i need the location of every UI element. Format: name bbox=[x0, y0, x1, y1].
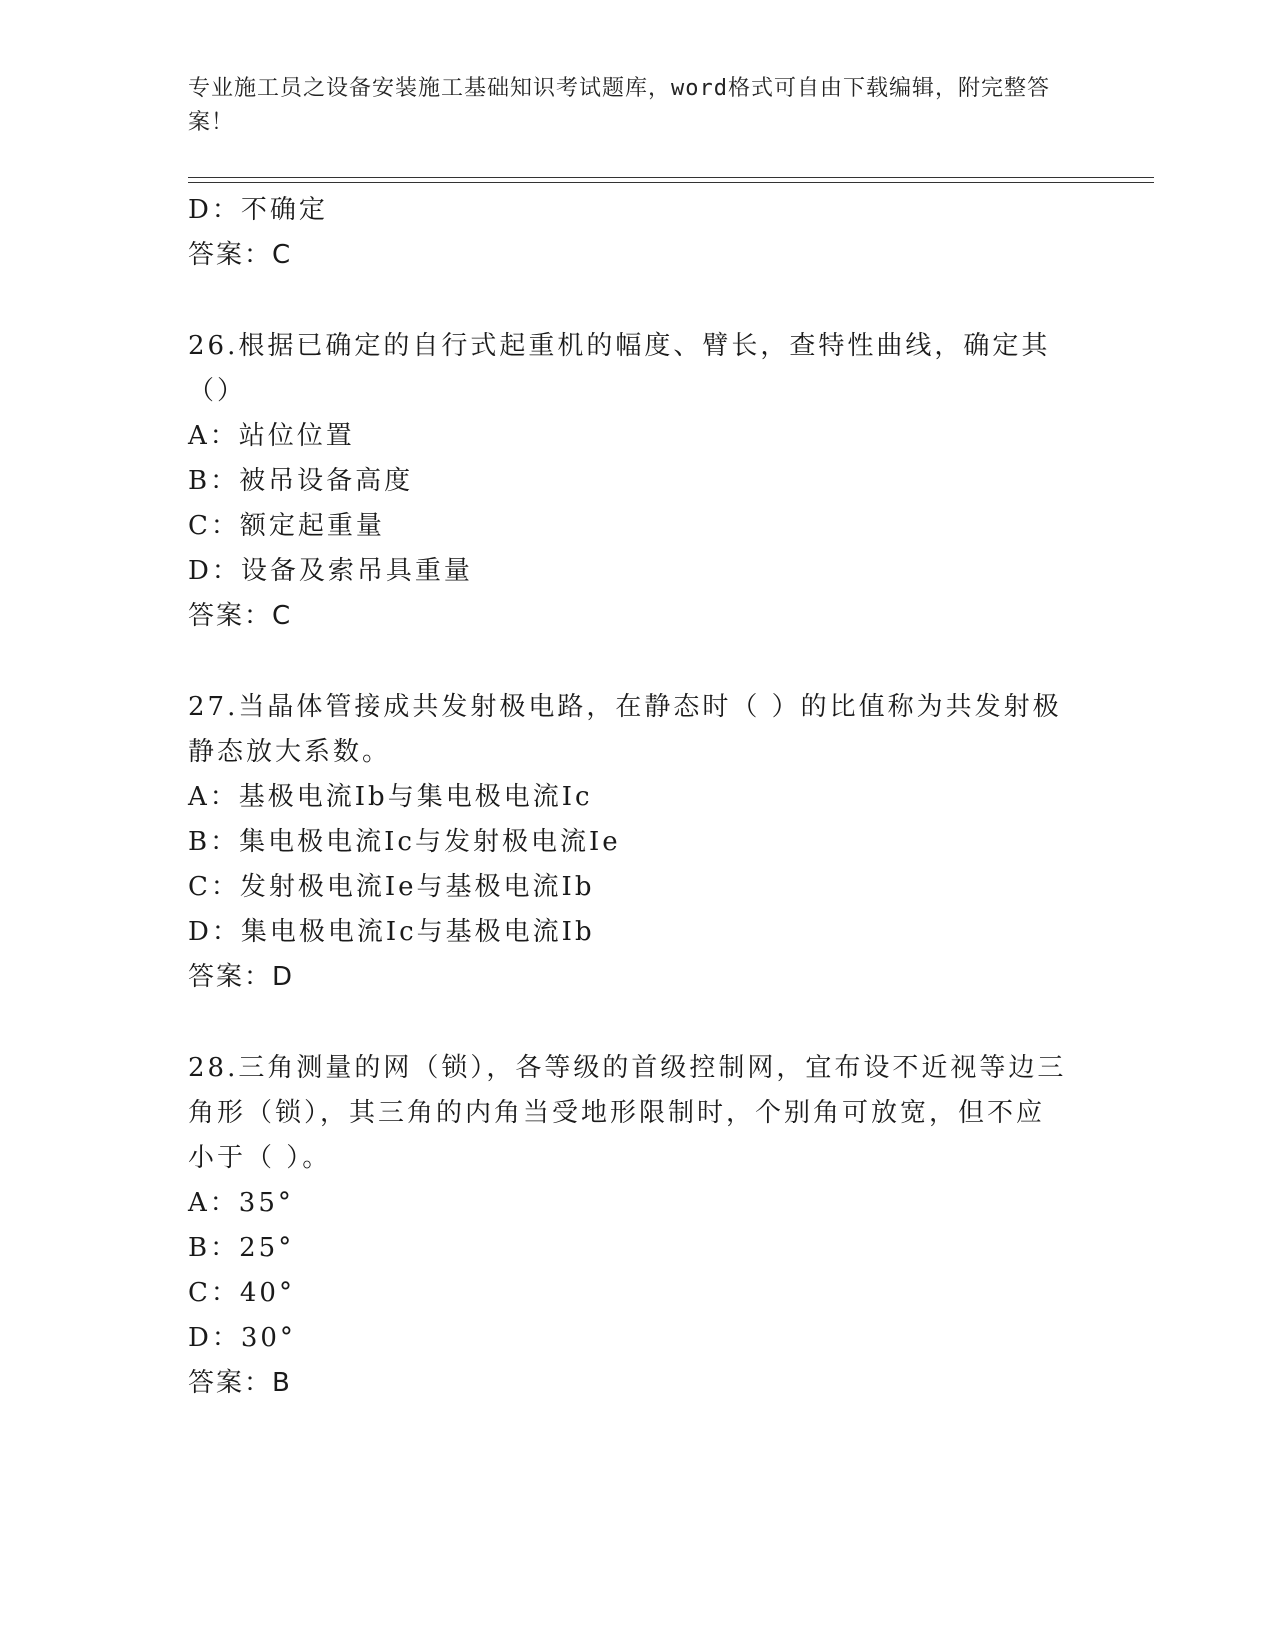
option-d: D：30° bbox=[188, 1323, 296, 1353]
spacer bbox=[188, 1000, 1088, 1046]
answer-line: 答案：C bbox=[188, 601, 293, 631]
question-27 bbox=[188, 685, 1088, 1000]
option-b: B：被吊设备高度 bbox=[188, 466, 414, 496]
option-a: A：站位位置 bbox=[188, 421, 355, 451]
option-c: C：额定起重量 bbox=[188, 511, 385, 541]
answer-line: 答案：C bbox=[188, 240, 293, 270]
option-b: B：25° bbox=[188, 1233, 295, 1263]
spacer bbox=[188, 639, 1088, 685]
option-d: D：集电极电流Ic与基极电流Ib bbox=[188, 917, 595, 947]
question-28 bbox=[188, 1046, 1088, 1406]
question-stem: 28.三角测量的网（锁），各等级的首级控制网，宜布设不近视等边三角形（锁），其三角的内角当受地形限制时，个别角可放宽，但不应小于（ ）。 bbox=[188, 1053, 1067, 1173]
question-stem: 27.当晶体管接成共发射极电路，在静态时（ ）的比值称为共发射极静态放大系数。 bbox=[188, 692, 1062, 767]
header-divider-top bbox=[188, 177, 1154, 178]
question-26 bbox=[188, 324, 1088, 639]
spacer bbox=[188, 278, 1088, 324]
page-header: 专业施工员之设备安装施工基础知识考试题库，word格式可自由下载编辑，附完整答案！ bbox=[188, 76, 1050, 135]
option-d: D：设备及索吊具重量 bbox=[188, 556, 473, 586]
option-c: C：发射极电流Ie与基极电流Ib bbox=[188, 872, 595, 902]
option-a: A：35° bbox=[188, 1188, 294, 1218]
question-list bbox=[188, 188, 1088, 1406]
option-b: B：集电极电流Ic与发射极电流Ie bbox=[188, 827, 621, 857]
answer-line: 答案：B bbox=[188, 1368, 292, 1398]
answer-line: 答案：D bbox=[188, 962, 295, 992]
header-divider-bottom bbox=[188, 182, 1154, 183]
option-d: D：不确定 bbox=[188, 195, 328, 225]
question-stem: 26.根据已确定的自行式起重机的幅度、臂长，查特性曲线，确定其（） bbox=[188, 331, 1051, 406]
option-c: C：40° bbox=[188, 1278, 295, 1308]
option-a: A：基极电流Ib与集电极电流Ic bbox=[188, 782, 593, 812]
